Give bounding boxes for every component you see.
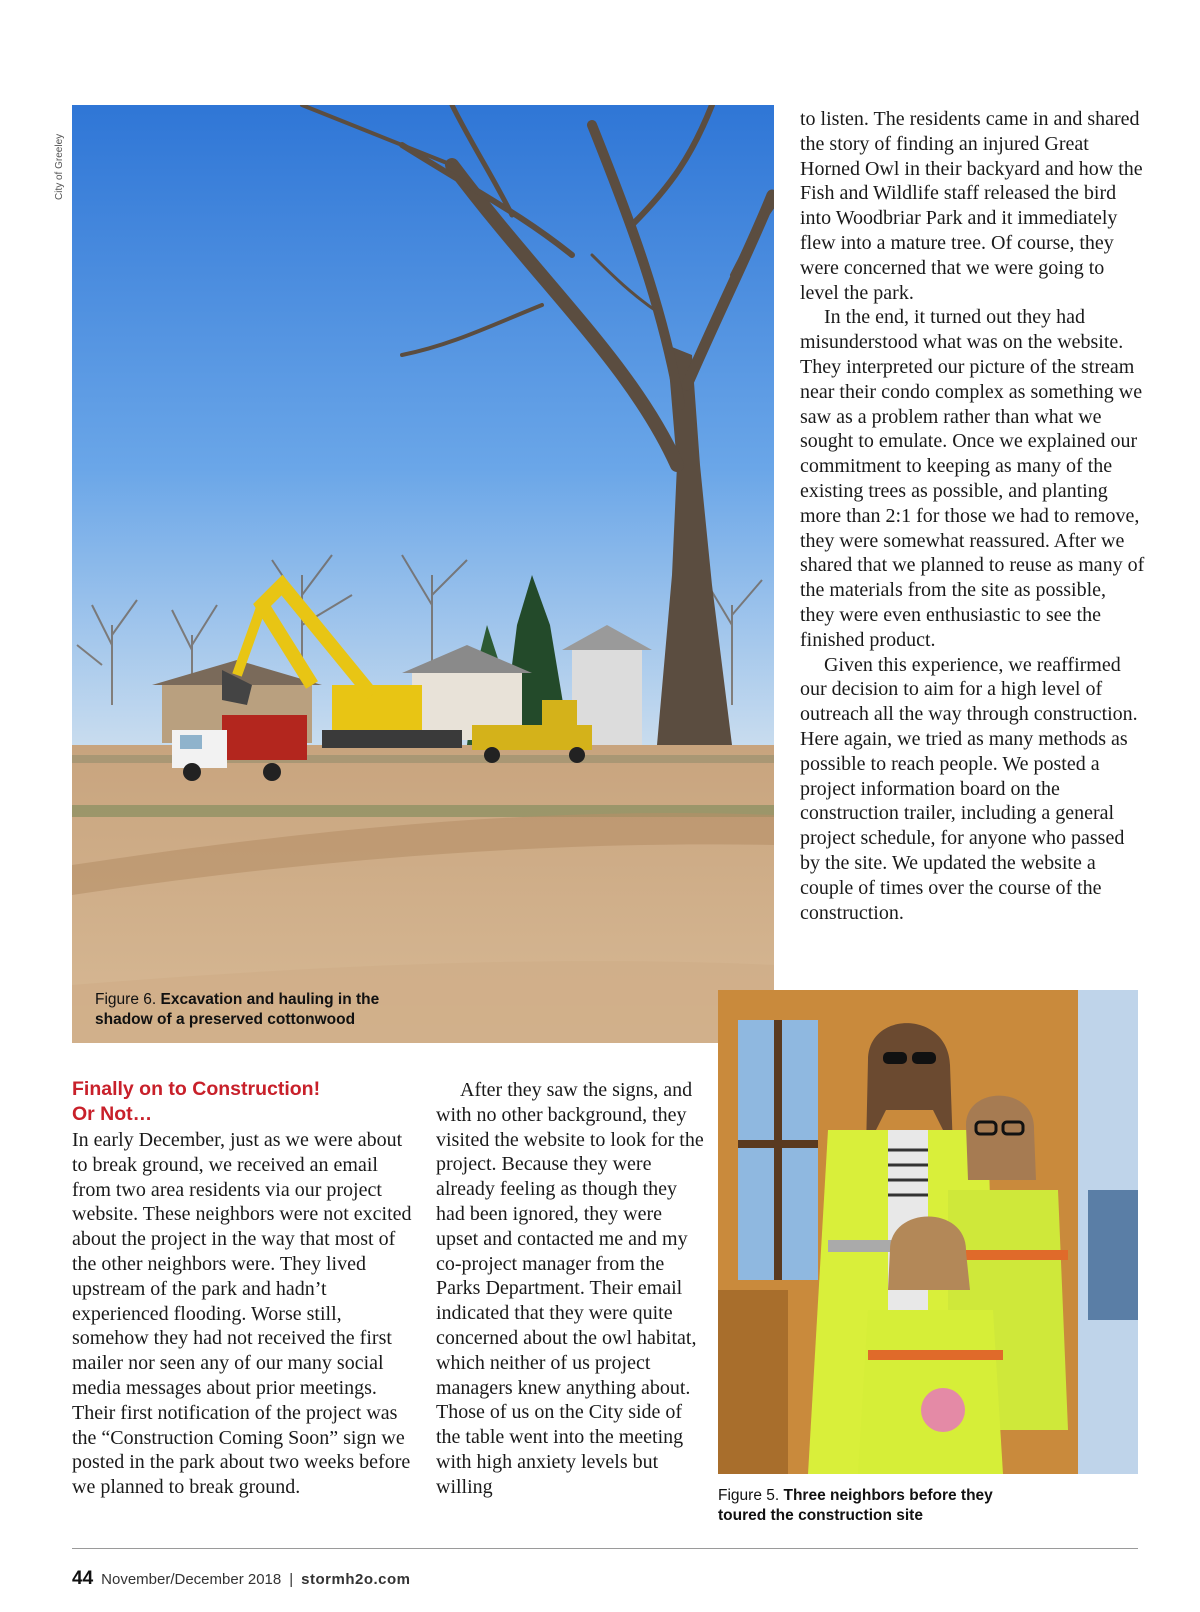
figure-6-caption: [95, 990, 425, 1030]
figure-6-caption-text: Excavation and hauling in the shadow of a preserved cottonwood: [95, 991, 380, 1028]
section-heading: [72, 1077, 412, 1127]
figure-5-photo: [718, 990, 1138, 1474]
right-text-column: [800, 107, 1145, 925]
footer-separator: |: [289, 1571, 294, 1588]
paragraph: In the end, it turned out they had misunderstood what was on the website. They interpreted our picture of the stream near their condo complex as something we saw as a problem rather than what we sought to emulate. Once we explained our commitment to keeping as many of the existing trees as possible, and planting more than 2:1 for those we had to remove, they were somewhat reassured. After we shared that we planned to reuse as many of the materials from the site as possible, they were even enthusiastic to see the finished product.: [800, 306, 1145, 651]
middle-text-column: [436, 1078, 708, 1500]
paragraph: In early December, just as we were about to break ground, we received an email from two area residents via our project website. These neighbors were not excited about the project in the way that most of the other neighbors were. They lived upstream of the park and hadn’t experienced flooding. Worse still, somehow they had not received the first mailer nor seen any of our many social media messages about prior meetings. Their first notification of the project was the “Construction Coming Soon” sign we posted in the park about two weeks before we planned to break ground.: [72, 1129, 412, 1499]
paragraph: Given this experience, we reaffirmed our decision to aim for a high level of outreach all the way through construction. Here again, we tried as many methods as possible to reach people. We posted a project information board on the construction trailer, including a general project schedule, for anyone who passed by the site. We updated the website a couple of times over the course of the construction.: [800, 653, 1138, 924]
figure-5-label: Figure 5.: [718, 1487, 780, 1504]
section-heading-line-1: Finally on to Construction!: [72, 1078, 321, 1100]
photo-credit: City of Greeley: [54, 133, 65, 200]
left-text-column: [72, 1128, 412, 1500]
section-heading-line-2: Or Not…: [72, 1103, 153, 1125]
figure-5-caption: [718, 1486, 1038, 1526]
page-number: 44: [72, 1568, 94, 1589]
figure-6-label: Figure 6.: [95, 991, 157, 1008]
figure-5-caption-text: Three neighbors before they toured the construction site: [718, 1487, 993, 1524]
footer-rule: [72, 1548, 1138, 1549]
paragraph: to listen. The residents came in and shared the story of finding an injured Great Horned Owl in their backyard and how the Fish and Wildlife staff released the bird into Woodbriar Park and it immediately flew into a mature tree. Of course, they were concerned that we were going to level the park.: [800, 108, 1143, 304]
page-footer: [72, 1568, 411, 1592]
paragraph: After they saw the signs, and with no other background, they visited the website to look for the project. Because they were already feeling as though they had been ignored, they were upset and contacted me and my co-project manager from the Parks Department. Their email indicated that they were quite concerned about the owl habitat, which neither of us project managers knew anything about. Those of us on the City side of the table went into the meeting with high anxiety levels but willing: [436, 1079, 704, 1498]
issue-date: November/December 2018: [101, 1571, 282, 1588]
website-link[interactable]: stormh2o.com: [301, 1571, 411, 1588]
figure-6-photo: [72, 105, 774, 1043]
